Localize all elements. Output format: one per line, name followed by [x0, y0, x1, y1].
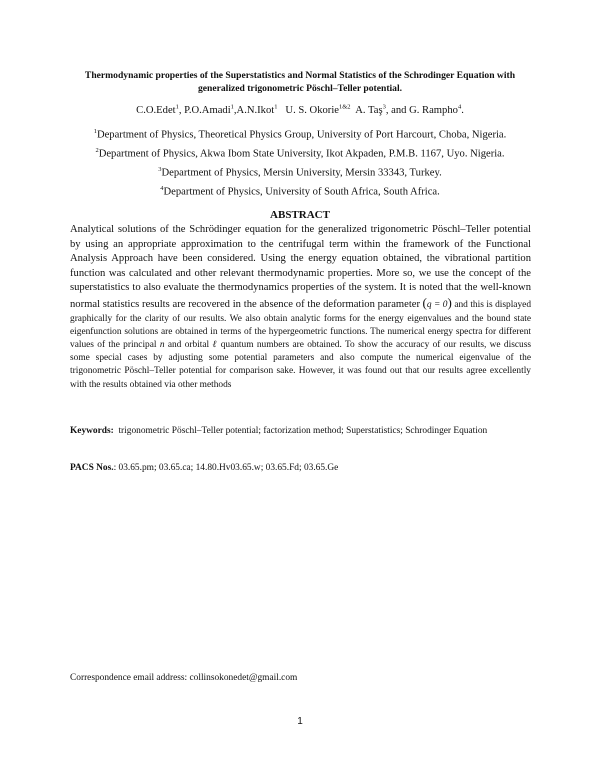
abstract-text: and orbital: [164, 339, 210, 350]
pacs-numbers: [70, 463, 531, 473]
page-number: 1: [297, 716, 303, 727]
author: P.O.Amadi$^1$,: [184, 103, 237, 116]
affiliation: $^1$Department of Physics, Theoretical Physics Group, University of Port Harcourt, Choba, Nigeria.: [93, 128, 507, 141]
paper-title: Thermodynamic properties of the Superstatistics and Normal Statistics of the Schrodinger Equation with generalized trigonometric Pöschl–Teller potential.: [84, 70, 516, 94]
abstract-text: quantum numbers are obtained. To show the accuracy of our results, we discuss some special cases by adjusting some potential parameters and also compute the numerical eigenvalue of the trigonometric Pöschl–Teller potential for comparison sake. However, it was found out that our results agree excellently with the results obtained via other methods: [70, 339, 532, 390]
author: U. S. Okorie$^{1\&2}$: [285, 103, 351, 116]
correspondence-email: Correspondence email address: collinsokonedet@gmail.com: [70, 673, 298, 683]
math-expression: q = 0: [426, 299, 448, 310]
author: A.N.Ikot$^1$: [236, 103, 278, 116]
affiliation: $^3$Department of Physics, Mersin University, Mersin 33343, Turkey.: [158, 165, 442, 179]
affiliation: $^2$Department of Physics, Akwa Ibom State University, Ikot Akpaden, P.M.B. 1167, Uyo. Nigeria.: [95, 146, 505, 160]
keywords-label: Keywords:: [70, 426, 114, 436]
keywords: [70, 425, 531, 437]
pacs-text: : 03.65.pm; 03.65.ca; 14.80.Hv03.65.w; 03.65.Fd; 03.65.Ge: [113, 463, 339, 473]
keywords-text: trigonometric Pöschl–Teller potential; factorization method; Superstatistics; Schrodinger Equation: [113, 426, 488, 436]
abstract-body: Analytical solutions of the Schrödinger equation for the generalized trigonometric Pöschl–Teller potential by using an appropriate approximation to the centrifugal term within the framework of the Functional Analysis Approach have been considered. Using the energy equation obtained, the vibrational partition function was calculated and other relevant thermodynamic properties. More so, we use the concept of the superstatistics to also evaluate the thermodynamics properties of the system. It is noted that the well-known normal statistics results are recovered in the absence of the deformation parameter (q = 0) and this is displayed graphically for the clarity of our results. We also obtain analytic forms for the energy eigenvalues and the bound state eigenfunction solutions are obtained in terms of the hypergeometric functions. The numerical energy spectra for different values of the principal n and orbital ℓ quantum numbers are obtained. To show the accuracy of our results, we discuss some special cases by adjusting some potential parameters and also compute the numerical eigenvalue of the trigonometric Pöschl–Teller potential for comparison sake. However, it was found out that our results agree excellently with the results obtained via other methods: [70, 224, 532, 390]
author: G. Rampho$^4$.: [409, 103, 464, 116]
affiliation-list: [60, 124, 540, 200]
math-variable-n: n: [159, 339, 165, 350]
pacs-label: PACS Nos.: [70, 463, 114, 473]
math-variable-l: ℓ: [212, 339, 218, 350]
abstract-text: and this is displayed graphically for the clarity of our results. We also obtain analytic forms for the energy eigenvalues and the bound state eigenfunction solutions are obtained in terms of the hypergeometric functions. The numerical energy spectra for different values of the principal: [70, 299, 532, 350]
author: A. Taş$^3$, and: [355, 103, 410, 116]
author-list: [60, 100, 540, 118]
abstract-heading: ABSTRACT: [270, 209, 330, 221]
author: C.O.Edet$^1$,: [136, 103, 185, 116]
abstract-text: Analytical solutions of the Schrödinger equation for the generalized trigonometric Pöschl–Teller potential by using an appropriate approximation to the centrifugal term within the framework of the Functional Analysis Approach have been considered. Using the energy equation obtained, the vibrational partition function was calculated and other relevant thermodynamic properties. More so, we use the concept of the superstatistics to also evaluate the thermodynamics properties of the system. It is noted that the well-known normal statistics results are recovered in the absence of the deformation parameter: [70, 224, 531, 310]
affiliation: $^4$Department of Physics, University of South Africa, South Africa.: [160, 184, 440, 198]
